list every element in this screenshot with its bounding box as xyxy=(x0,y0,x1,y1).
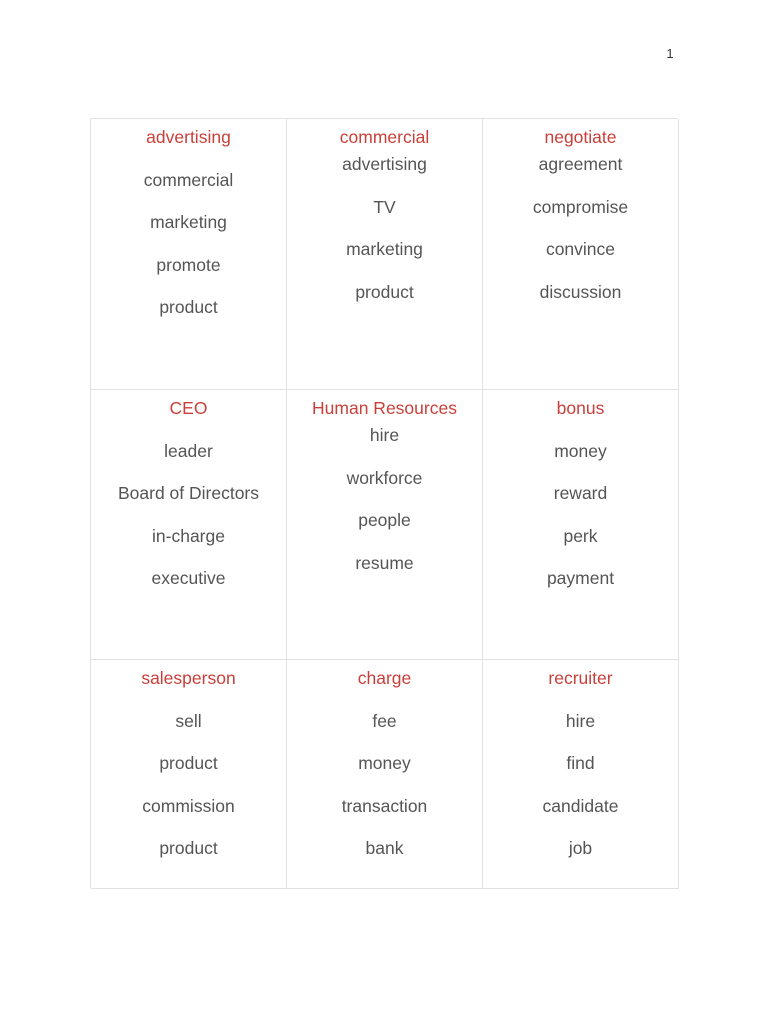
card-word: transaction xyxy=(341,795,428,816)
card-title: advertising xyxy=(146,127,231,147)
card-salesperson xyxy=(91,660,287,889)
card-word: in-charge xyxy=(152,525,225,546)
card-word: bank xyxy=(365,838,404,858)
card-word: promote xyxy=(156,254,221,275)
card-advertising xyxy=(91,119,287,390)
card-word: advertising xyxy=(342,154,427,174)
card-word-list xyxy=(483,153,678,303)
card-word: discussion xyxy=(539,281,622,302)
card-word-list xyxy=(91,440,286,590)
word-card-grid xyxy=(90,118,678,888)
card-title: commercial xyxy=(339,127,430,147)
card-word-list xyxy=(483,440,678,590)
card-title: negotiate xyxy=(544,127,617,147)
card-word: candidate xyxy=(542,795,619,816)
card-word-list xyxy=(483,710,678,860)
card-word: job xyxy=(568,838,593,858)
card-word: money xyxy=(358,753,411,773)
card-word: hire xyxy=(565,710,596,731)
card-word-list xyxy=(287,710,482,860)
card-word-list xyxy=(91,710,286,860)
card-word: TV xyxy=(373,196,396,217)
card-word: commission xyxy=(142,795,235,816)
card-bonus xyxy=(483,390,679,660)
card-title: Human Resources xyxy=(312,398,457,418)
card-word: compromise xyxy=(532,196,629,217)
card-word: marketing xyxy=(346,239,423,259)
card-word: leader xyxy=(164,440,213,461)
card-human-resources xyxy=(287,390,483,660)
card-word: product xyxy=(355,281,414,302)
card-word: executive xyxy=(151,568,226,588)
card-word: convince xyxy=(545,239,616,259)
card-word: resume xyxy=(355,552,414,573)
card-word-list xyxy=(287,153,482,303)
page-number: 1 xyxy=(666,46,674,61)
card-title: recruiter xyxy=(548,668,613,688)
card-word: product xyxy=(159,838,218,858)
card-word: hire xyxy=(369,425,400,445)
card-word: product xyxy=(159,753,218,773)
card-word: agreement xyxy=(538,154,623,174)
card-word-list xyxy=(287,424,482,574)
card-title: bonus xyxy=(556,398,605,418)
card-charge xyxy=(287,660,483,889)
card-word: payment xyxy=(546,568,615,588)
card-ceo xyxy=(91,390,287,660)
card-word: fee xyxy=(372,710,397,731)
card-title: charge xyxy=(357,668,412,688)
card-word: people xyxy=(358,510,411,530)
card-negotiate xyxy=(483,119,679,390)
card-word: sell xyxy=(175,710,202,731)
card-recruiter xyxy=(483,660,679,889)
card-word: Board of Directors xyxy=(117,483,260,503)
card-word: commercial xyxy=(143,169,234,190)
card-word: marketing xyxy=(150,212,227,232)
card-word: workforce xyxy=(346,467,423,488)
card-word: find xyxy=(566,753,595,773)
card-commercial xyxy=(287,119,483,390)
card-title: salesperson xyxy=(141,668,236,688)
card-word: reward xyxy=(553,483,608,503)
card-word: product xyxy=(159,297,218,317)
card-word: perk xyxy=(563,525,598,546)
card-word: money xyxy=(554,440,607,461)
card-word-list xyxy=(91,169,286,319)
card-title: CEO xyxy=(169,398,208,418)
